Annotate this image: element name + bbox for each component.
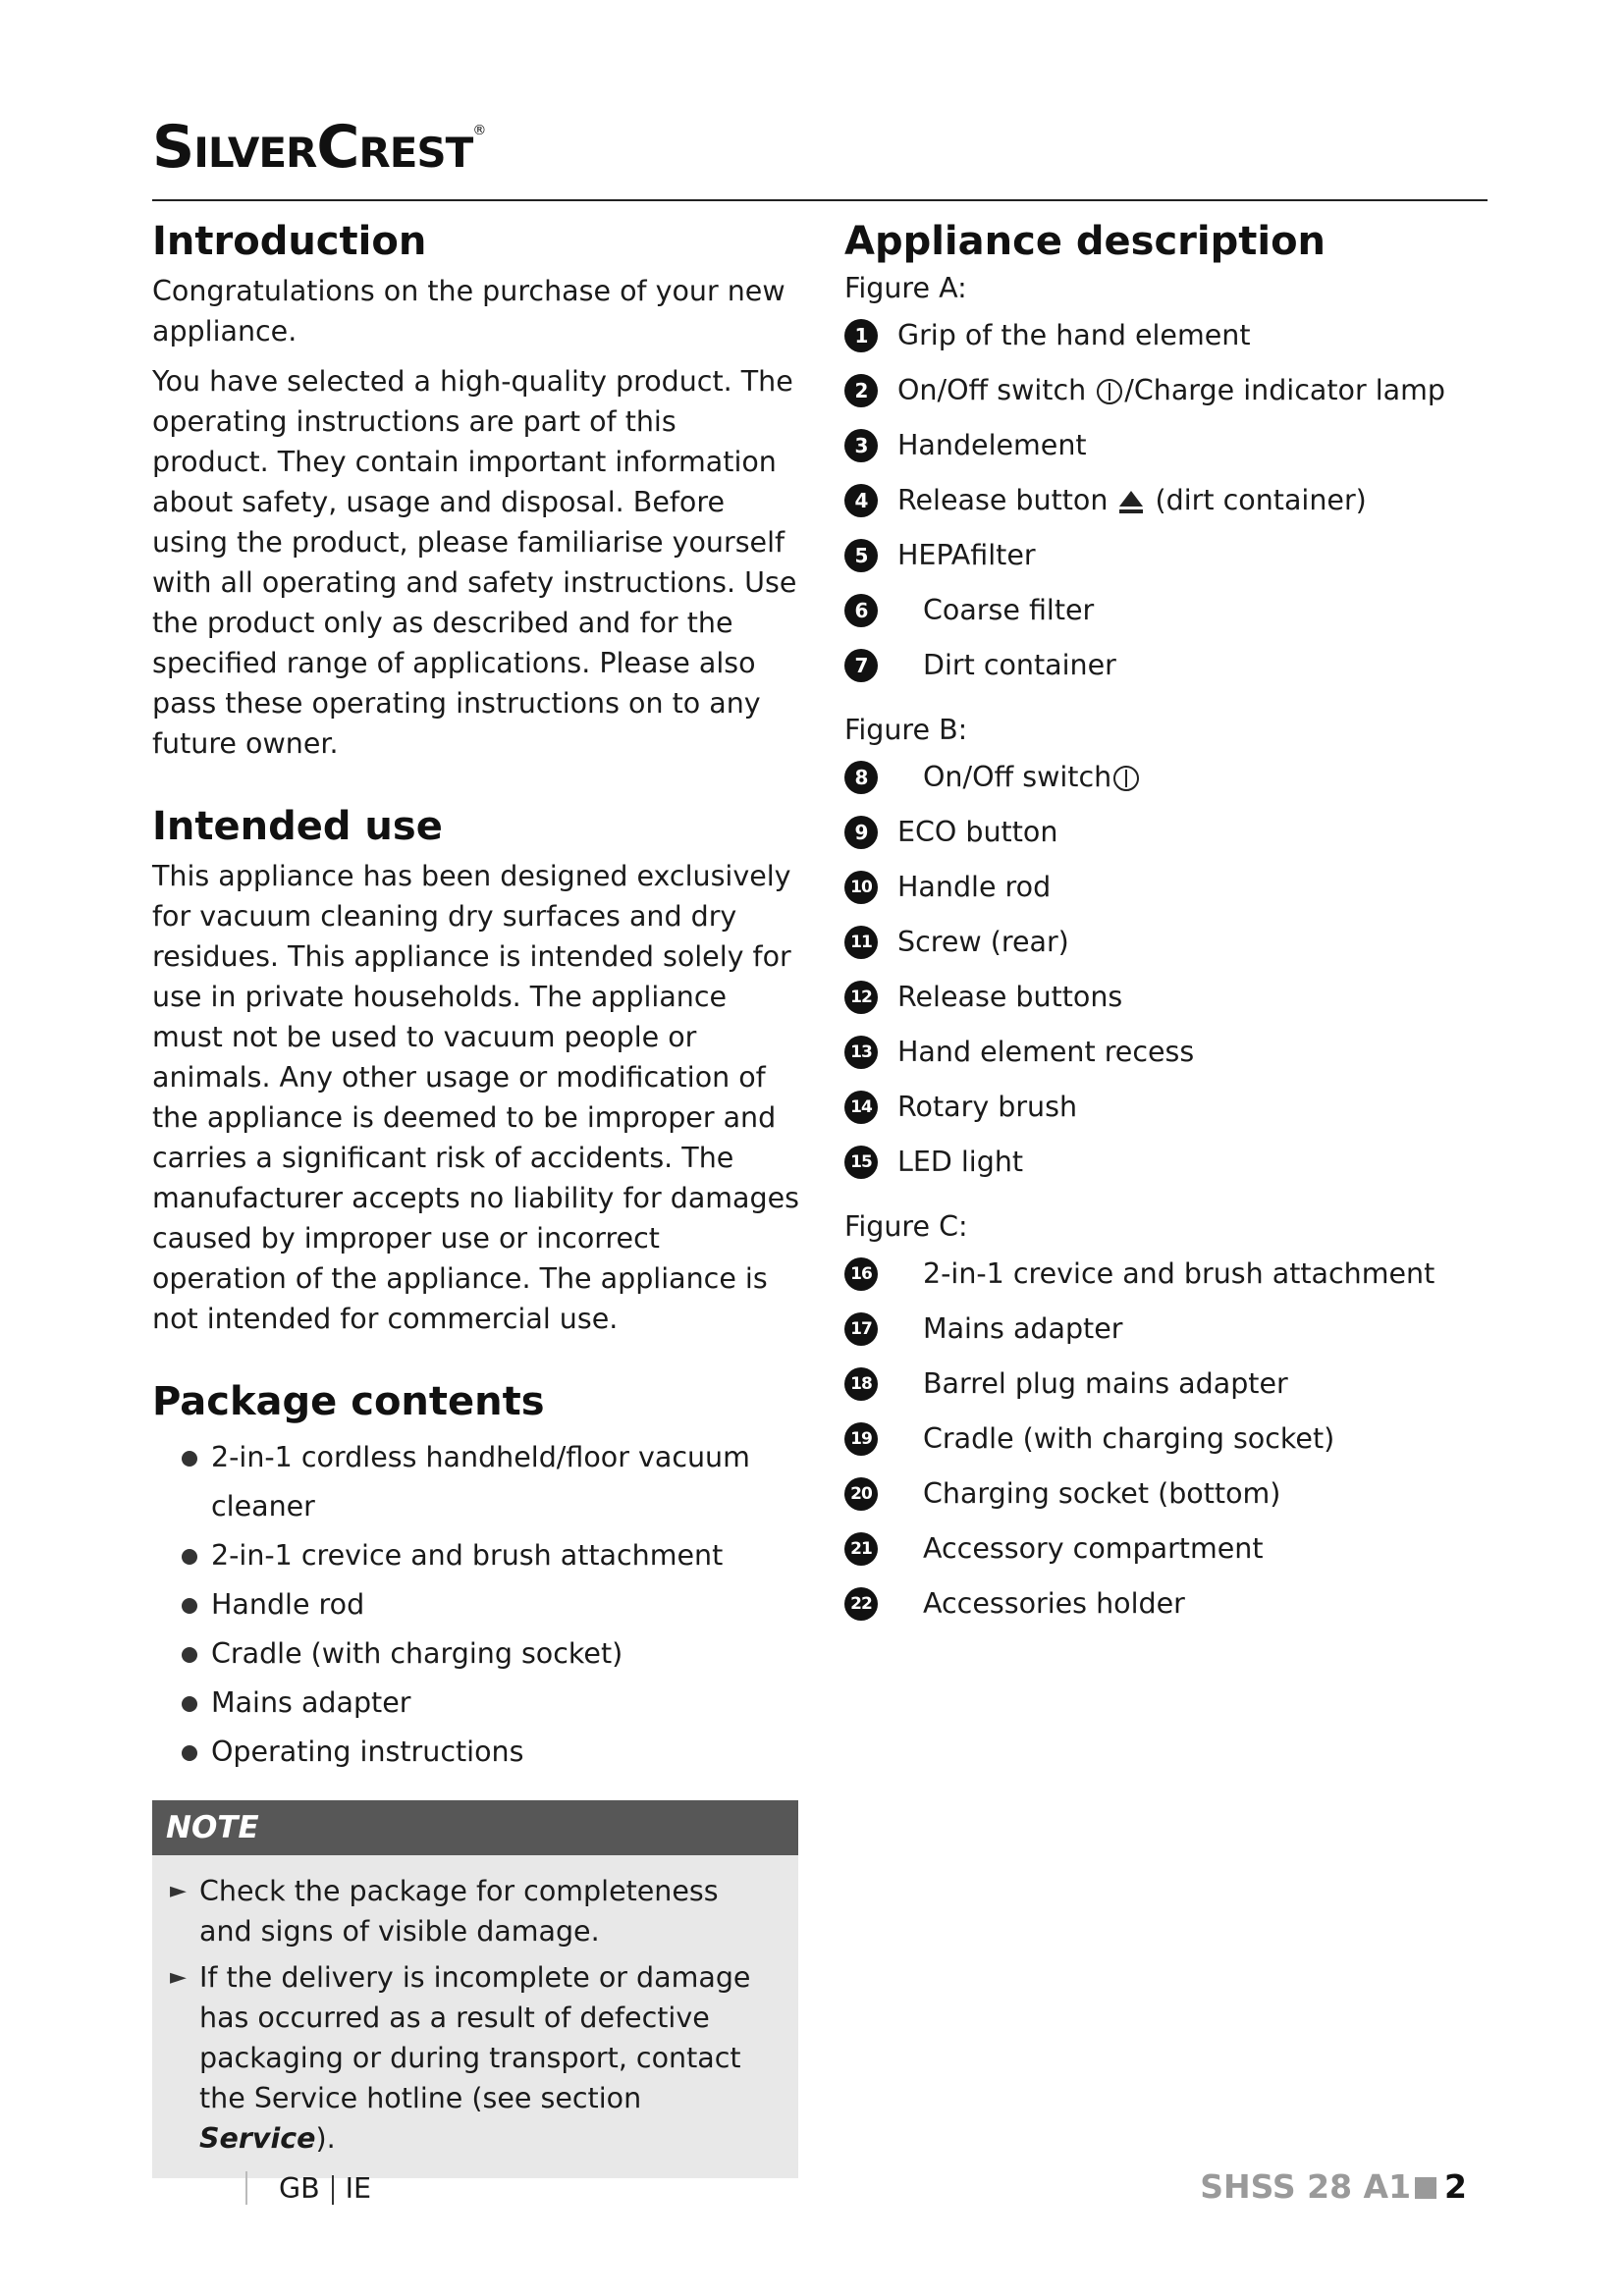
bullet-icon: [182, 1549, 197, 1565]
part-number: 19: [844, 1422, 878, 1456]
part-number: 5: [844, 539, 878, 572]
bullet-icon: [182, 1745, 197, 1761]
part-number: 21: [844, 1532, 878, 1566]
figure-a-label: Figure A:: [844, 272, 967, 304]
list-item: Mains adapter: [182, 1679, 800, 1728]
square-icon: [1415, 2177, 1436, 2199]
part-item: 9 ECO button: [844, 805, 1492, 860]
part-number: 14: [844, 1091, 878, 1124]
part-item: 10 Handle rod: [844, 860, 1492, 915]
part-item: 2 On/Off switch /Charge indicator lamp: [844, 363, 1492, 418]
header-rule: [152, 199, 1488, 201]
list-item: Cradle (with charging socket): [182, 1629, 800, 1679]
note-item: ► If the delivery is incomplete or damage has occurred as a result of defective packaging or during transport, contact the Service hotline (see section Service).: [199, 1957, 779, 2159]
part-number: 9: [844, 816, 878, 849]
part-number: 20: [844, 1477, 878, 1511]
part-item: 14 Rotary brush: [844, 1080, 1492, 1135]
part-item: 19 Cradle (with charging socket): [844, 1412, 1492, 1467]
note-box: [152, 1800, 798, 2178]
part-number: 18: [844, 1367, 878, 1401]
left-column: [152, 218, 800, 2178]
part-number: 15: [844, 1146, 878, 1179]
bullet-icon: [182, 1696, 197, 1712]
appliance-description-heading: Appliance description: [844, 219, 1326, 264]
part-item: 11 Screw (rear): [844, 915, 1492, 970]
service-link-text: Service: [199, 2122, 316, 2155]
bullet-icon: [182, 1647, 197, 1663]
part-number: 17: [844, 1312, 878, 1346]
part-number: 22: [844, 1587, 878, 1621]
part-number: 2: [844, 374, 878, 407]
intro-paragraph-2: You have selected a high-quality product. The operating instructions are part of this product. They contain important information about safety, usage and disposal. Before using the product, please familiarise yourself with all operating and safety instructions. Use the product only as described and for the specified range of applications. Please also pass these operating instructions on to any future owner.: [152, 365, 797, 760]
part-item: 12 Release buttons: [844, 970, 1492, 1025]
page-number: 2: [1444, 2167, 1467, 2206]
arrow-right-icon: ►: [170, 1879, 187, 1903]
part-item: 3 Handelement: [844, 418, 1492, 473]
part-number: 8: [844, 761, 878, 794]
package-contents-heading: Package contents: [152, 1379, 545, 1424]
part-number: 1: [844, 319, 878, 352]
part-item: 22 Accessories holder: [844, 1576, 1492, 1631]
package-contents-list: [152, 1433, 800, 1777]
list-item: 2-in-1 crevice and brush attachment: [182, 1531, 800, 1580]
part-number: 11: [844, 926, 878, 959]
part-number: 16: [844, 1257, 878, 1291]
part-item: 5 HEPAfilter: [844, 528, 1492, 583]
list-item: Operating instructions: [182, 1728, 800, 1777]
introduction-heading: Introduction: [152, 219, 427, 264]
part-number: 6: [844, 594, 878, 627]
footer-language: GB IE: [279, 2172, 372, 2205]
intro-paragraph-1: Congratulations on the purchase of your new appliance.: [152, 275, 785, 347]
intended-use-paragraph: This appliance has been designed exclusively for vacuum cleaning dry surfaces and dry residues. This appliance is intended solely for use in private households. The appliance must not be used to vacuum people or animals. Any other usage or modification of the appliance is deemed to be improper and carries a significant risk of accidents. The manufacturer accepts no liability for damages caused by improper use or incorrect operation of the appliance. The appliance is not intended for commercial use.: [152, 860, 799, 1335]
eject-icon: [1116, 487, 1146, 516]
part-item: 15 LED light: [844, 1135, 1492, 1190]
part-item: 6 Coarse filter: [844, 583, 1492, 638]
power-icon: [1111, 764, 1141, 793]
bullet-icon: [182, 1598, 197, 1614]
part-number: 10: [844, 871, 878, 904]
part-item: 18 Barrel plug mains adapter: [844, 1357, 1492, 1412]
part-number: 13: [844, 1036, 878, 1069]
part-item: 4 Release button (dirt container): [844, 473, 1492, 528]
part-number: 12: [844, 981, 878, 1014]
part-item: 20 Charging socket (bottom): [844, 1467, 1492, 1522]
part-item: 21 Accessory compartment: [844, 1522, 1492, 1576]
part-item: 1 Grip of the hand element: [844, 308, 1492, 363]
right-column: [844, 218, 1492, 1631]
figure-b-label: Figure B:: [844, 714, 968, 746]
part-number: 4: [844, 484, 878, 517]
part-item: 13 Hand element recess: [844, 1025, 1492, 1080]
part-item: 16 2-in-1 crevice and brush attachment: [844, 1247, 1492, 1302]
list-item: Handle rod: [182, 1580, 800, 1629]
part-item: 17 Mains adapter: [844, 1302, 1492, 1357]
note-title: NOTE: [152, 1800, 798, 1855]
footer-divider: [245, 2171, 247, 2205]
intended-use-heading: Intended use: [152, 804, 443, 849]
part-number: 7: [844, 649, 878, 682]
part-item: 8 On/Off switch: [844, 750, 1492, 805]
part-number: 3: [844, 429, 878, 462]
footer-model: SHSS 28 A1 2: [1200, 2167, 1467, 2206]
note-item: ► Check the package for completeness and signs of visible damage.: [199, 1871, 779, 1951]
power-icon: [1095, 377, 1124, 406]
arrow-right-icon: ►: [170, 1965, 187, 1990]
part-item: 7 Dirt container: [844, 638, 1492, 693]
bullet-icon: [182, 1451, 197, 1467]
brand-logo: SilverCrest®: [152, 113, 486, 182]
list-item: 2-in-1 cordless handheld/floor vacuum cleaner: [182, 1433, 800, 1531]
figure-c-label: Figure C:: [844, 1210, 968, 1243]
